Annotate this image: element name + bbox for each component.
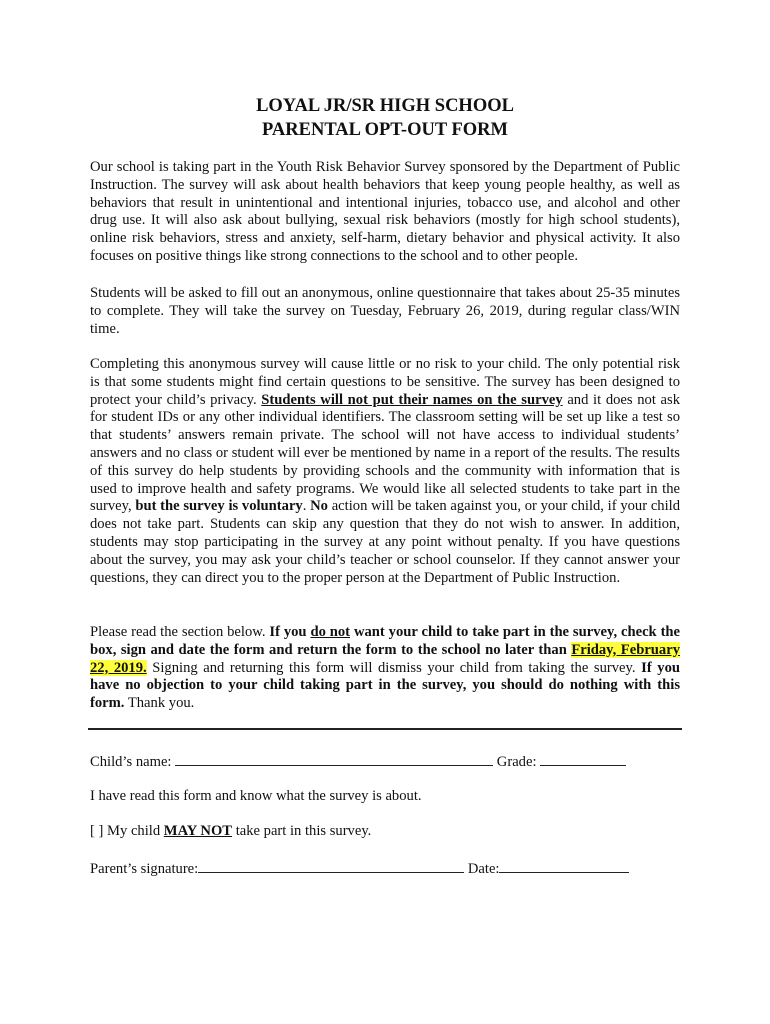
no-names-emphasis: Students will not put their names on the survey <box>261 391 563 408</box>
opt-out-text: take part in this survey. <box>232 823 372 839</box>
form-title: PARENTAL OPT-OUT FORM <box>261 120 508 140</box>
child-name-field[interactable] <box>175 751 493 766</box>
do-not-emphasis: do not <box>310 624 351 640</box>
instructions-text: Thank you. <box>124 695 195 712</box>
may-not-emphasis: MAY NOT <box>163 823 233 839</box>
privacy-text: Completing this anonymous survey will cause little or no risk to your child. The only potential risk is that some students might find certain questions to be sensitive. The survey has been designed to protect your child’s privacy. <box>90 356 680 408</box>
no-objection-emphasis: If you have no objection to your child taking part in the survey, you should do nothing with this form. <box>90 659 680 712</box>
privacy-text: and it does not ask for student IDs or any other individual identifiers. The classroom setting will be set up like a test so that students’ answers remain private. The school will not have access to individual students’ answers and no class or student will ever be mentioned by name in a report of the results. The results of this survey do help students by providing schools and the community with information that is used to improve health and safety programs. We would like all selected students to take part in the survey, <box>90 391 680 515</box>
instructions-emphasis: want your child to take part in the survey, check the box, sign and date the form and return the form to the school no later than <box>90 624 681 658</box>
signature-field[interactable] <box>198 858 464 873</box>
survey-schedule-paragraph: Students will be asked to fill out an anonymous, online questionnaire that takes about 25-35 minutes to complete. They will take the survey on Tuesday, February 26, 2019, during regular class/WIN time. <box>90 285 680 337</box>
no-emphasis: No <box>310 498 328 515</box>
section-divider <box>88 728 682 730</box>
grade-label: Grade: <box>496 754 537 770</box>
privacy-text: action will be taken against you, or your child, if your child does not take part. Students can skip any question that they do not wish to answer. In addition, students may stop participating in the survey at any point without penalty. If you have questions about the survey, you may ask your child’s teacher or school counselor. If they cannot answer your questions, they can direct you to the proper person at the Department of Public Instruction. <box>90 498 680 586</box>
deadline-highlight: Friday, February 22, 2019. <box>90 641 680 676</box>
acknowledgement-text: I have read this form and know what the survey is about. <box>90 788 422 804</box>
opt-out-text: My child <box>107 823 164 839</box>
signature-label: Parent’s signature: <box>90 861 199 877</box>
instructions-text: Signing and returning this form will dismiss your child from taking the survey. <box>146 659 642 676</box>
school-title: LOYAL JR/SR HIGH SCHOOL <box>256 96 514 116</box>
privacy-paragraph <box>90 356 680 587</box>
instructions-paragraph <box>90 624 680 713</box>
date-label: Date: <box>467 861 500 877</box>
survey-description-paragraph: Our school is taking part in the Youth Risk Behavior Survey sponsored by the Department of Public Instruction. The survey will ask about health behaviors that keep young people healthy, as well as behaviors that result in unintentional and intentional injuries, tobacco use, and alcohol and other drug use. It will also ask about bullying, sexual risk behaviors (mostly for high school students), online risk behaviors, stress and anxiety, self-harm, dietary behavior and physical activity. It also focuses on positive things like strong connections to the school and to other people. <box>90 159 680 264</box>
opt-out-checkbox[interactable]: [ ] <box>90 823 104 839</box>
grade-field[interactable] <box>540 751 626 766</box>
privacy-text: . <box>302 498 311 515</box>
opt-out-checkbox-row <box>90 822 371 840</box>
child-name-row <box>90 751 626 771</box>
signature-row <box>90 858 629 878</box>
date-field[interactable] <box>499 858 629 873</box>
instructions-emphasis: If you <box>269 624 311 640</box>
child-name-label: Child’s name: <box>90 754 172 770</box>
instructions-text: Please read the section below. <box>90 624 270 640</box>
voluntary-emphasis: but the survey is voluntary <box>135 498 303 515</box>
